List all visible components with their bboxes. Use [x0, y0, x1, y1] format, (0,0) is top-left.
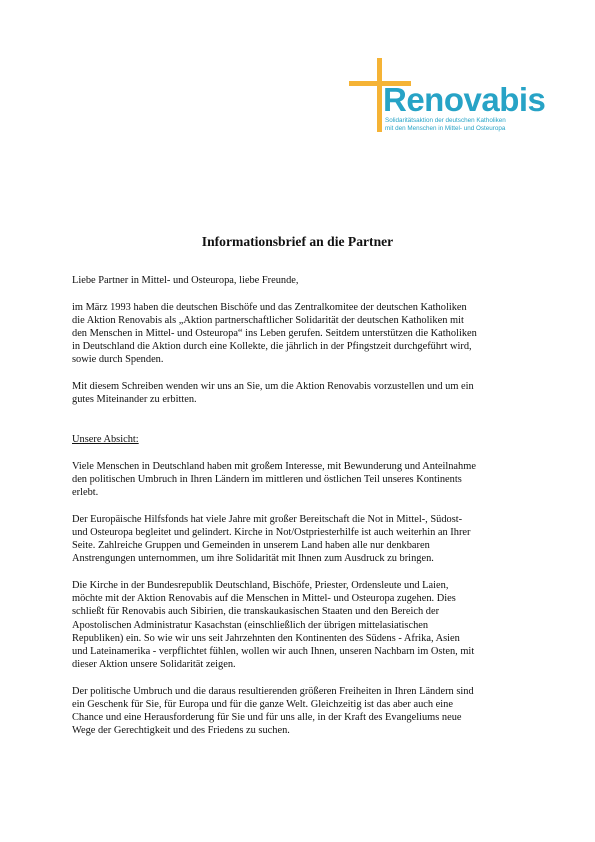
text-line: den politischen Umbruch in Ihren Ländern im mittleren und östlichen Teil unseres Kontinents: [72, 473, 462, 485]
text-line: und Lateinamerika - verpflichtet fühlen, wollen wir auch Ihnen, unseren Nachbarn im Osten, mit: [72, 646, 475, 657]
text-line: Mit diesem Schreiben wenden wir uns an Sie, um die Aktion Renovabis vorzustellen und um ein: [72, 381, 474, 392]
text-line: sowie durch Spenden.: [72, 354, 164, 366]
text-line: schließt für Renovabis auch Sibirien, die transkaukasischen Staaten und den Bereich der: [72, 606, 440, 618]
text-line: im März 1993 haben die deutschen Bischöfe und das Zentralkomitee der deutschen Katholiken: [72, 301, 467, 313]
text-line: Die Kirche in der Bundesrepublik Deutschland, Bischöfe, Priester, Ordensleute und Laien,: [72, 579, 449, 591]
cross-vertical-bar: [377, 58, 382, 132]
paragraph: [72, 685, 542, 738]
text-line: Anstrengungen unternommen, um ihre Solidarität mit Ihnen zum Ausdruck zu bringen.: [72, 553, 434, 565]
text-line: Viele Menschen in Deutschland haben mit großem Interesse, mit Bewunderung und Anteilnahme: [72, 460, 476, 472]
text-line: ein Geschenk für Sie, für Europa und für die ganze Welt. Gleichzeitig ist das aber auch eine: [72, 699, 453, 710]
paragraph: [72, 579, 542, 671]
logo-tagline: [385, 117, 506, 132]
paragraph: [72, 380, 542, 406]
text-line: erlebt.: [72, 487, 99, 499]
text-line: Chance und eine Herausforderung für Sie und für uns alle, in der Kraft des Evangeliums neue: [72, 712, 462, 724]
text-line: Der politische Umbruch und die daraus resultierenden größeren Freiheiten in Ihren Ländern sind: [72, 685, 474, 697]
text-line: und Osteuropa begleitet und gelindert. Kirche in Not/Ostpriesterhilfe ist auch weiterhin an Ihrer: [72, 526, 471, 538]
text-line: Republiken) ein. So wie wir uns seit Jahrzehnten den Kontinenten des Südens - Afrika, Asien: [72, 632, 460, 644]
renovabis-logo: [345, 58, 545, 140]
text-line: möchte mit der Aktion Renovabis auf die Menschen in Mittel- und Osteuropa zugehen. Dies: [72, 593, 456, 605]
paragraph: [72, 460, 542, 500]
text-line: in Deutschland die Aktion durch eine Kollekte, die jährlich in der Pfingstzeit durchgeführt wird,: [72, 341, 472, 353]
text-line: Seite. Zahlreiche Gruppen und Gemeinden in unserem Land haben alle nur denkbaren: [72, 540, 430, 552]
text-line: den Menschen in Mittel- und Osteuropa“ ins Leben gerufen. Seitdem unterstützen die Katholiken: [72, 328, 477, 339]
logo-wordmark: Renovabis: [383, 81, 546, 118]
text-line: Wege der Gerechtigkeit und des Friedens zu suchen.: [72, 725, 290, 737]
logo-tagline-line: Solidaritätsaktion der deutschen Katholiken: [385, 117, 506, 124]
greeting: Liebe Partner in Mittel- und Osteuropa, liebe Freunde,: [72, 275, 299, 286]
section-heading: Unsere Absicht:: [72, 434, 139, 446]
text-line: gutes Miteinander zu erbitten.: [72, 394, 197, 406]
paragraph: [72, 301, 542, 367]
document-title: Informationsbrief an die Partner: [201, 234, 394, 249]
text-line: die Aktion Renovabis als „Aktion partnerschaftlicher Solidarität der deutschen Katholiken mit: [72, 314, 464, 326]
text-line: Der Europäische Hilfsfonds hat viele Jahre mit großer Bereitschaft die Not in Mittel-, Südost-: [72, 513, 463, 525]
text-line: Apostolischen Administratur Kasachstan (einschließlich der übrigen mittelasiatischen: [72, 619, 429, 631]
letter-body: [72, 274, 542, 738]
logo-tagline-line: mit den Menschen in Mittel- und Osteuropa: [385, 124, 506, 132]
paragraph: [72, 513, 542, 566]
text-line: dieser Aktion unsere Solidarität zeigen.: [72, 659, 236, 671]
